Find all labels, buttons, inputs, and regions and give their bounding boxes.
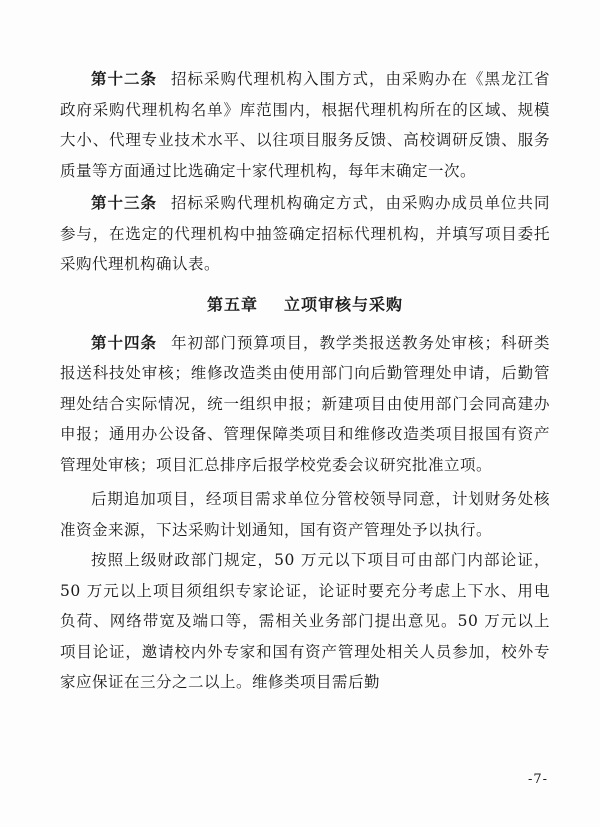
- additional-projects-paragraph: 后期追加项目，经项目需求单位分管校领导同意，计划财务处核准资金来源，下达采购计划通知，国有资产管理处予以执行。: [60, 490, 550, 539]
- article-12-label: 第十二条: [91, 69, 157, 88]
- article-14-label: 第十四条: [91, 332, 157, 352]
- page-number: -7-: [527, 772, 548, 787]
- chapter-title: 立项审核与采购: [284, 294, 404, 314]
- article-14-paragraph: [60, 328, 550, 481]
- article-13-paragraph: [60, 188, 550, 280]
- article-14-text: 年初部门预算项目，教学类报送教务处审核；科研类报送科技处审核；维修改造类由使用部门向后勤管理处申请，后勤管理处结合实际情况，统一组织申报；新建项目由使用部门会同高建办申报；通用办公设备、管理保障类项目和维修改造类项目报国有资产管理处审核；项目汇总排序后报学校党委会议研究批准立项。: [60, 333, 550, 474]
- article-12-paragraph: [60, 64, 550, 186]
- chapter-heading: [60, 290, 550, 320]
- article-13-label: 第十三条: [91, 193, 157, 212]
- chapter-number: 第五章: [206, 294, 258, 314]
- article-13-text: 招标采购代理机构确定方式，由采购办成员单位共同参与，在选定的代理机构中抽签确定招标代理机构，并填写项目委托采购代理机构确认表。: [60, 194, 550, 273]
- article-12-text: 招标采购代理机构入围方式，由采购办在《黑龙江省政府采购代理机构名单》库范围内，根据代理机构所在的区域、规模大小、代理专业技术水平、以往项目服务反馈、高校调研反馈、服务质量等方面通过比选确定十家代理机构，每年末确定一次。: [60, 70, 550, 180]
- document-body: [60, 64, 550, 698]
- threshold-paragraph: 按照上级财政部门规定，50 万元以下项目可由部门内部论证，50 万元以上项目须组织专家论证，论证时要充分考虑上下水、用电负荷、网络带宽及端口等，需相关业务部门提出意见。50 万元以上项目论证，邀请校内外专家和国有资产管理处相关人员参加，校外专家应保证在三分之二以上。维修类项目需后勤: [60, 551, 550, 691]
